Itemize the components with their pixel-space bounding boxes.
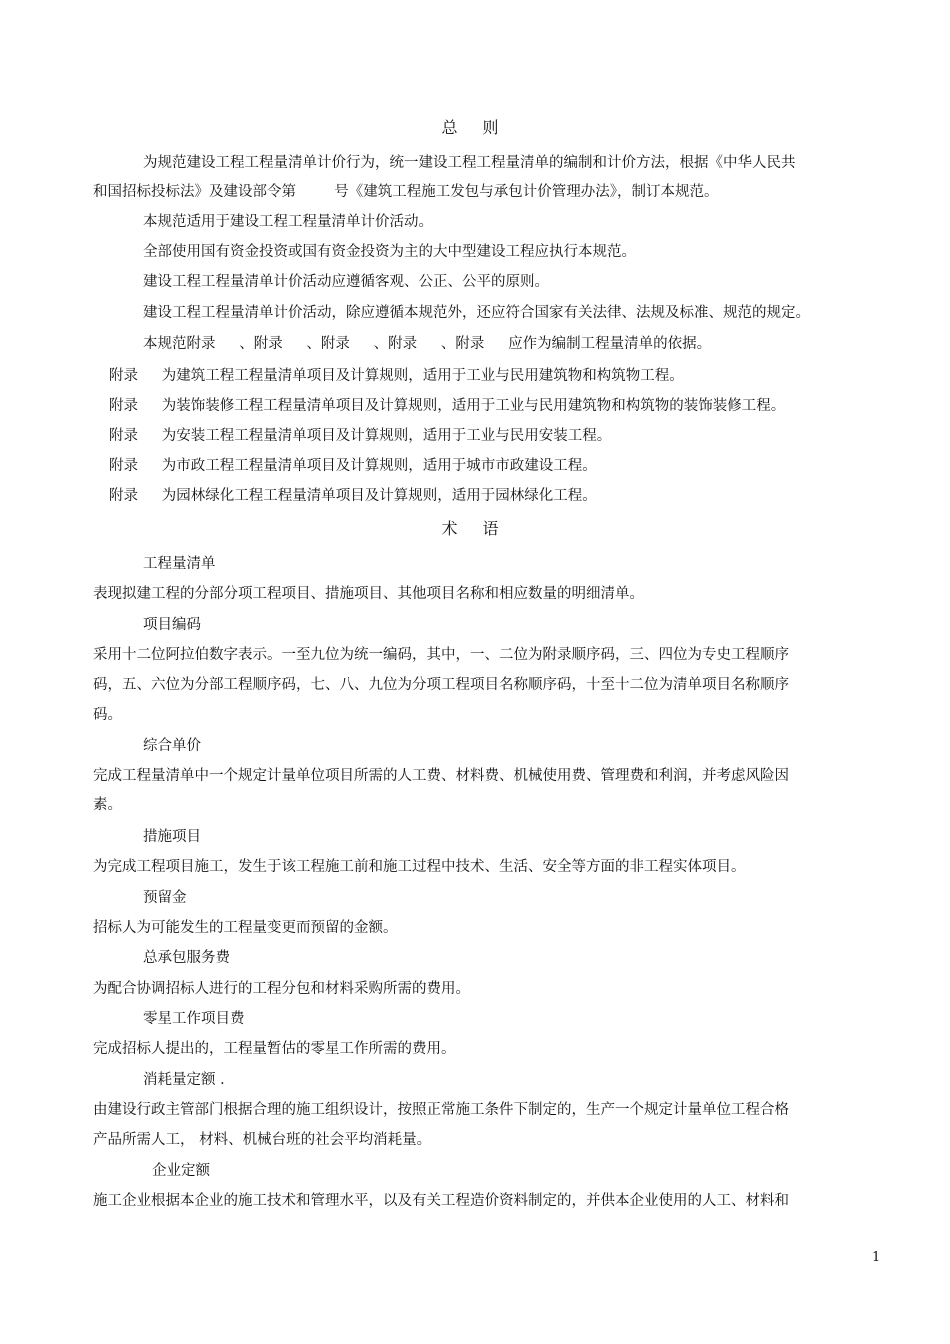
term-title: 综合单价	[143, 738, 201, 754]
section-heading-terms: 术 语	[441, 519, 509, 538]
term-definition: 由建设行政主管部门根据合理的施工组织设计，按照正常施工条件下制定的，生产一个规定计量单位工程合格	[93, 1102, 789, 1118]
paragraph-line: 建设工程工程量清单计价活动，除应遵循本规范外，还应符合国家有关法律、法规及标准、规范的规定。	[143, 305, 810, 321]
term-definition: 完成招标人提出的，工程量暂估的零星工作所需的费用。	[93, 1041, 456, 1057]
term-definition: 施工企业根据本企业的施工技术和管理水平，以及有关工程造价资料制定的，并供本企业使用的人工、材料和	[93, 1193, 789, 1209]
term-definition: 素。	[93, 797, 122, 813]
term-title: 消耗量定额 ．	[143, 1072, 235, 1088]
term-definition: 采用十二位阿拉伯数字表示。一至九位为统一编码，其中，一、二位为附录顺序码，三、四位为专史工程顺序	[93, 647, 789, 663]
term-definition: 码，五、六位为分部工程顺序码，七、八、九位为分项工程项目名称顺序码，十至十二位为清单项目名称顺序	[93, 677, 789, 693]
term-title: 总承包服务费	[143, 950, 230, 966]
appendix-line: 附录 为建筑工程工程量清单项目及计算规则，适用于工业与民用建筑物和构筑物工程。	[109, 368, 684, 384]
page-number: 1	[872, 1250, 881, 1265]
term-title: 项目编码	[143, 617, 201, 633]
paragraph-line: 和国招标投标法》及建设部令第 号《建筑工程施工发包与承包计价管理办法》，制订本规范。	[93, 184, 719, 200]
term-title: 措施项目	[143, 829, 201, 845]
term-definition: 招标人为可能发生的工程量变更而预留的金额。	[93, 920, 398, 936]
appendix-line: 附录 为园林绿化工程工程量清单项目及计算规则，适用于园林绿化工程。	[109, 488, 597, 504]
term-title: 预留金	[143, 890, 187, 906]
term-definition: 完成工程量清单中一个规定计量单位项目所需的人工费、材料费、机械使用费、管理费和利润，并考虑风险因	[93, 768, 789, 784]
appendix-line: 附录 为装饰装修工程工程量清单项目及计算规则，适用于工业与民用建筑物和构筑物的装饰装修工程。	[109, 398, 786, 414]
paragraph-line: 本规范适用于建设工程工程量清单计价活动。	[143, 214, 433, 230]
paragraph-line: 建设工程工程量清单计价活动应遵循客观、公正、公平的原则。	[143, 274, 549, 290]
term-definition: 表现拟建工程的分部分项工程项目、措施项目、其他项目名称和相应数量的明细清单。	[93, 586, 644, 602]
appendix-line: 附录 为市政工程工程量清单项目及计算规则，适用于城市市政建设工程。	[109, 458, 597, 474]
appendix-line: 附录 为安装工程工程量清单项目及计算规则，适用于工业与民用安装工程。	[109, 428, 612, 444]
term-title: 工程量清单	[143, 556, 216, 572]
term-definition: 为配合协调招标人进行的工程分包和材料采购所需的费用。	[93, 981, 470, 997]
term-definition: 码。	[93, 707, 122, 723]
paragraph-line: 本规范附录 、附录 、附录 、附录 、附录 应作为编制工程量清单的依据。	[143, 336, 712, 352]
paragraph-line: 为规范建设工程工程量清单计价行为，统一建设工程工程量清单的编制和计价方法，根据《中华人民共	[143, 155, 796, 171]
paragraph-line: 全部使用国有资金投资或国有资金投资为主的大中型建设工程应执行本规范。	[143, 244, 636, 260]
term-definition: 产品所需人工， 材料、机械台班的社会平均消耗量。	[93, 1132, 432, 1148]
term-definition: 为完成工程项目施工，发生于该工程施工前和施工过程中技术、生活、安全等方面的非工程实体项目。	[93, 859, 746, 875]
section-heading-general: 总 则	[441, 118, 509, 137]
term-title: 零星工作项目费	[143, 1011, 245, 1027]
term-title: 企业定额	[152, 1163, 210, 1179]
